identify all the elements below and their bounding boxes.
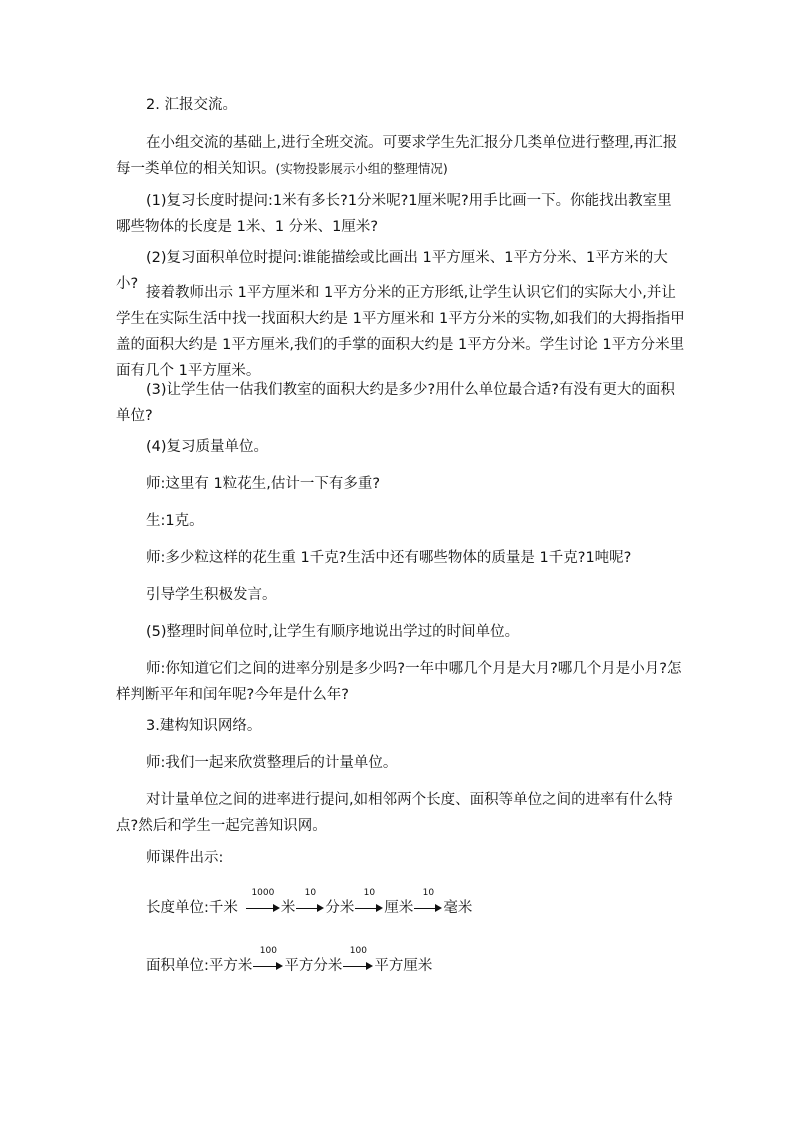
- length-units-chain: [146, 888, 472, 918]
- length-arrow-icon: [414, 888, 442, 918]
- paragraph-student-answer: 生:1克。: [146, 513, 204, 529]
- length-arrow-icon: [246, 888, 280, 918]
- projection-note: (实物投影展示小组的整理情况): [275, 161, 448, 176]
- section-heading-knowledge-network: 3.建构知识网络。: [146, 718, 262, 734]
- paragraph-length-review: (1)复习长度时提问:1米有多长?1分米呢?1厘米呢?用手比画一下。你能找出教室里哪些物体的长度是 1米、1 分米、1厘米?: [116, 193, 672, 235]
- length-unit: 毫米: [443, 900, 473, 916]
- area-unit: 平方厘米: [374, 958, 433, 974]
- paragraph-time-units: (5)整理时间单位时,让学生有顺序地说出学过的时间单位。: [146, 624, 520, 640]
- length-units-label: 长度单位:千米: [146, 900, 238, 916]
- area-units-chain: [146, 946, 432, 976]
- paragraph-teacher-months: 师:你知道它们之间的进率分别是多少吗?一年中哪几个月是大月?哪几个月是小月?怎样判断平年和闰年呢?今年是什么年?: [116, 661, 682, 703]
- section-heading-report: 2. 汇报交流。: [146, 97, 237, 113]
- paragraph-teacher-kilogram: 师:多少粒这样的花生重 1千克?生活中还有哪些物体的质量是 1千克?1吨呢?: [146, 550, 632, 566]
- paragraph-courseware-show: 师课件出示:: [146, 850, 224, 866]
- area-arrow-icon: [343, 946, 373, 976]
- length-rate: 10: [363, 888, 376, 898]
- length-unit: 厘米: [384, 900, 414, 916]
- length-unit: 分米: [325, 900, 355, 916]
- paragraph-mass-review: (4)复习质量单位。: [146, 439, 269, 455]
- paragraph-estimate-classroom: (3)让学生估一估我们教室的面积大约是多少?用什么单位最合适?有没有更大的面积单位?: [116, 382, 675, 424]
- paragraph-area-paper: 接着教师出示 1平方厘米和 1平方分米的正方形纸,让学生认识它们的实际大小,并让学生在实际生活中找一找面积大约是 1平方厘米和 1平方分米的实物,如我们的大拇指指甲盖的面积大约是 1平方厘米,我们的手掌的面积大约是 1平方分米。学生讨论 1平方分米里面有几个 1平方厘米。: [116, 285, 685, 379]
- length-arrow-icon: [296, 888, 324, 918]
- length-rate: 1000: [251, 888, 275, 898]
- area-unit: 平方分米: [284, 958, 343, 974]
- area-arrow-icon: [253, 946, 283, 976]
- area-rate: 100: [259, 946, 277, 956]
- paragraph-rate-question: 对计量单位之间的进率进行提问,如相邻两个长度、面积等单位之间的进率有什么特点?然后和学生一起完善知识网。: [116, 792, 673, 834]
- length-rate: 10: [304, 888, 317, 898]
- area-rate: 100: [349, 946, 367, 956]
- area-units-label: 面积单位:平方米: [146, 958, 253, 974]
- length-unit: 米: [280, 900, 296, 916]
- length-rate: 10: [422, 888, 435, 898]
- paragraph-guide-students: 引导学生积极发言。: [146, 587, 277, 603]
- paragraph-teacher-peanut: 师:这里有 1粒花生,估计一下有多重?: [146, 476, 381, 492]
- paragraph-area-review: (2)复习面积单位时提问:谁能描绘或比画出 1平方厘米、1平方分米、1平方米的大小?: [116, 250, 668, 292]
- paragraph-text: 在小组交流的基础上,进行全班交流。可要求学生先汇报分几类单位进行整理,再汇报每一类单位的相关知识。: [116, 135, 678, 177]
- paragraph-class-exchange: [116, 130, 686, 182]
- length-arrow-icon: [355, 888, 383, 918]
- paragraph-teacher-appreciate: 师:我们一起来欣赏整理后的计量单位。: [146, 755, 398, 771]
